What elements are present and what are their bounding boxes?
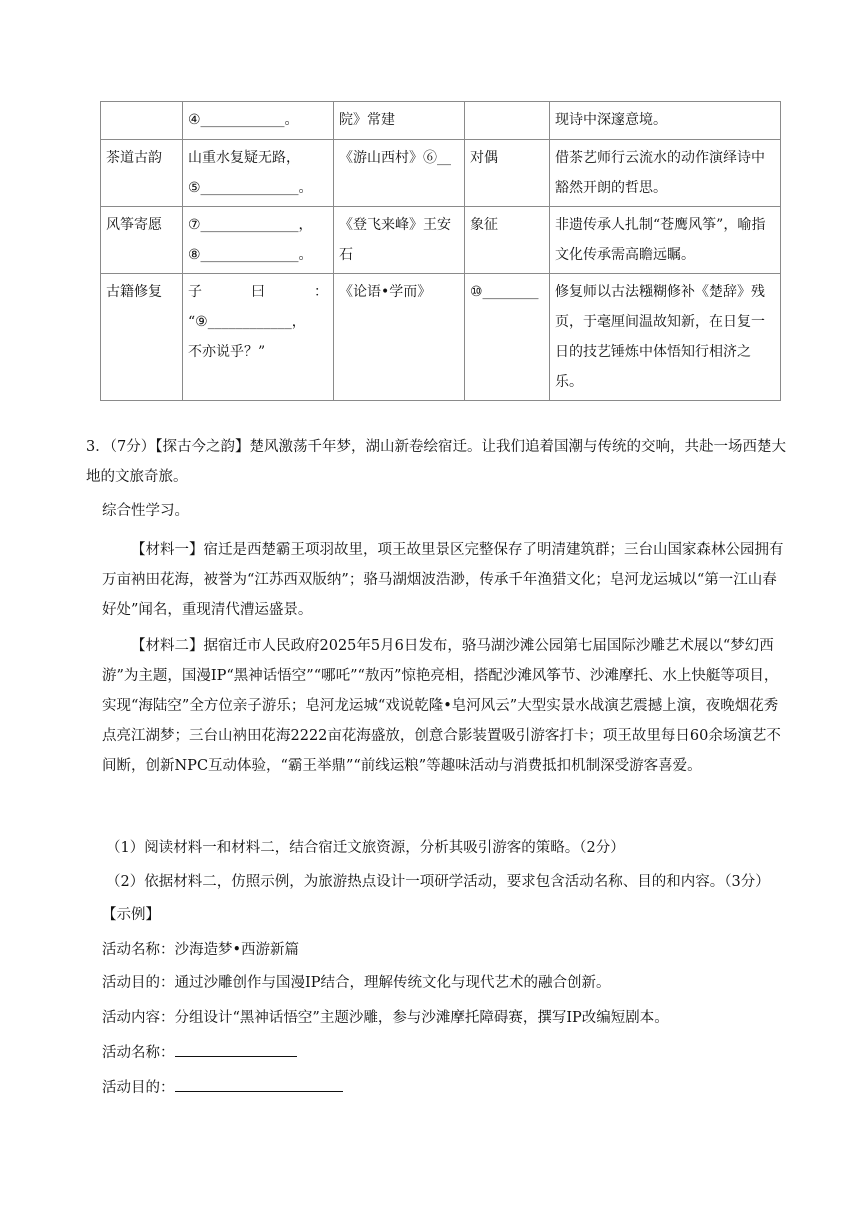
sub-question-1: （1）阅读材料一和材料二，结合宿迁文旅资源，分析其吸引游客的策略。（2分） bbox=[106, 840, 625, 856]
table-row bbox=[101, 102, 781, 140]
answer-goal-blank[interactable] bbox=[175, 1076, 343, 1092]
answer-goal-label: 活动目的： bbox=[102, 1080, 175, 1096]
example-name: 活动名称：沙海造梦•西游新篇 bbox=[102, 942, 300, 958]
table-cell: 借茶艺师行云流水的动作演绎诗中豁然开朗的哲思。 bbox=[550, 140, 781, 207]
poem-line: 山重水复疑无路， bbox=[188, 150, 300, 166]
table-cell: 对偶 bbox=[465, 140, 550, 207]
section-label: 综合性学习。 bbox=[102, 503, 189, 519]
question-3-heading: 3．（7分）【探古今之韵】楚风激荡千年梦，湖山新卷绘宿迁。让我们追着国潮与传统的交响，共赴一场西楚大地的文旅奇旅。 bbox=[86, 439, 786, 485]
answer-goal-row bbox=[102, 1073, 343, 1103]
table-cell: 《论语•学而》 bbox=[334, 274, 465, 401]
quote-end: 不亦说乎？” bbox=[188, 344, 266, 360]
table-cell: 现诗中深邃意境。 bbox=[550, 102, 781, 140]
reference-table bbox=[100, 101, 781, 401]
quote-word: 曰 bbox=[251, 284, 265, 300]
answer-name-blank[interactable] bbox=[175, 1041, 297, 1057]
table-cell: 院》常建 bbox=[334, 102, 465, 140]
answer-name-row bbox=[102, 1038, 297, 1068]
table-cell: 茶道古韵 bbox=[101, 140, 183, 207]
table-cell: 修复师以古法糨糊修补《楚辞》残页，于毫厘间温故知新，在日复一日的技艺锤炼中体悟知行相济之乐。 bbox=[550, 274, 781, 401]
table-cell bbox=[183, 207, 334, 274]
material-2: 【材料二】据宿迁市人民政府2025年5月6日发布，骆马湖沙滩公园第七届国际沙雕艺术展以“梦幻西游”为主题，国漫IP“黑神话悟空”“哪吒”“敖丙”惊艳亮相，搭配沙滩风筝节、沙滩摩托、水上快艇等项目，实现“海陆空”全方位亲子游乐；皂河龙运城“戏说乾隆•皂河风云”大型实景水战演艺震撼上演，夜晚烟花秀点亮江湖梦；三台山衲田花海2222亩花海盛放，创意合影装置吸引游客打卡；项王故里每日60余场演艺不间断，创新NPC互动体验，“霸王举鼎”“前线运粮”等趣味活动与消费抵扣机制深受游客喜爱。 bbox=[102, 638, 781, 774]
quote-intro bbox=[188, 277, 328, 307]
fill-blank-8[interactable]: ⑧______________。 bbox=[188, 247, 313, 263]
table-cell: 古籍修复 bbox=[101, 274, 183, 401]
fill-blank-10[interactable]: ⑩________ bbox=[465, 274, 550, 401]
table-cell: 风筝寄愿 bbox=[101, 207, 183, 274]
material-1: 【材料一】宿迁是西楚霸王项羽故里，项王故里景区完整保存了明清建筑群；三台山国家森林公园拥有万亩衲田花海，被誉为“江苏西双版纳”；骆马湖烟波浩渺，传承千年渔猎文化；皂河龙运城以“第一江山春好处”闻名，重现清代漕运盛景。 bbox=[102, 542, 784, 618]
table-row bbox=[101, 207, 781, 274]
quote-word: ： bbox=[314, 284, 328, 300]
example-goal: 活动目的：通过沙雕创作与国漫IP结合，理解传统文化与现代艺术的融合创新。 bbox=[102, 975, 611, 991]
fill-blank-9[interactable]: “⑨____________， bbox=[188, 314, 306, 330]
fill-blank-4[interactable]: ④____________。 bbox=[183, 102, 334, 140]
table-row bbox=[101, 140, 781, 207]
table-cell bbox=[101, 102, 183, 140]
example-label: 【示例】 bbox=[102, 907, 160, 923]
table-cell bbox=[183, 274, 334, 401]
example-content: 活动内容：分组设计“黑神话悟空”主题沙雕，参与沙滩摩托障碍赛，撰写IP改编短剧本。 bbox=[102, 1010, 669, 1026]
table-cell: 象征 bbox=[465, 207, 550, 274]
fill-blank-6[interactable]: 《游山西村》⑥__ bbox=[334, 140, 465, 207]
table-cell: 《登飞来峰》王安石 bbox=[334, 207, 465, 274]
answer-name-label: 活动名称： bbox=[102, 1045, 175, 1061]
table-row bbox=[101, 274, 781, 401]
fill-blank-5[interactable]: ⑤______________。 bbox=[188, 180, 313, 196]
table-cell: 非遗传承人扎制“苍鹰风筝”，喻指文化传承需高瞻远瞩。 bbox=[550, 207, 781, 274]
sub-question-2: （2）依据材料二，仿照示例，为旅游热点设计一项研学活动，要求包含活动名称、目的和内容。（3分） bbox=[106, 874, 770, 890]
fill-blank-7[interactable]: ⑦______________， bbox=[188, 217, 313, 233]
table-cell bbox=[183, 140, 334, 207]
quote-word: 子 bbox=[188, 284, 202, 300]
table-cell bbox=[465, 102, 550, 140]
